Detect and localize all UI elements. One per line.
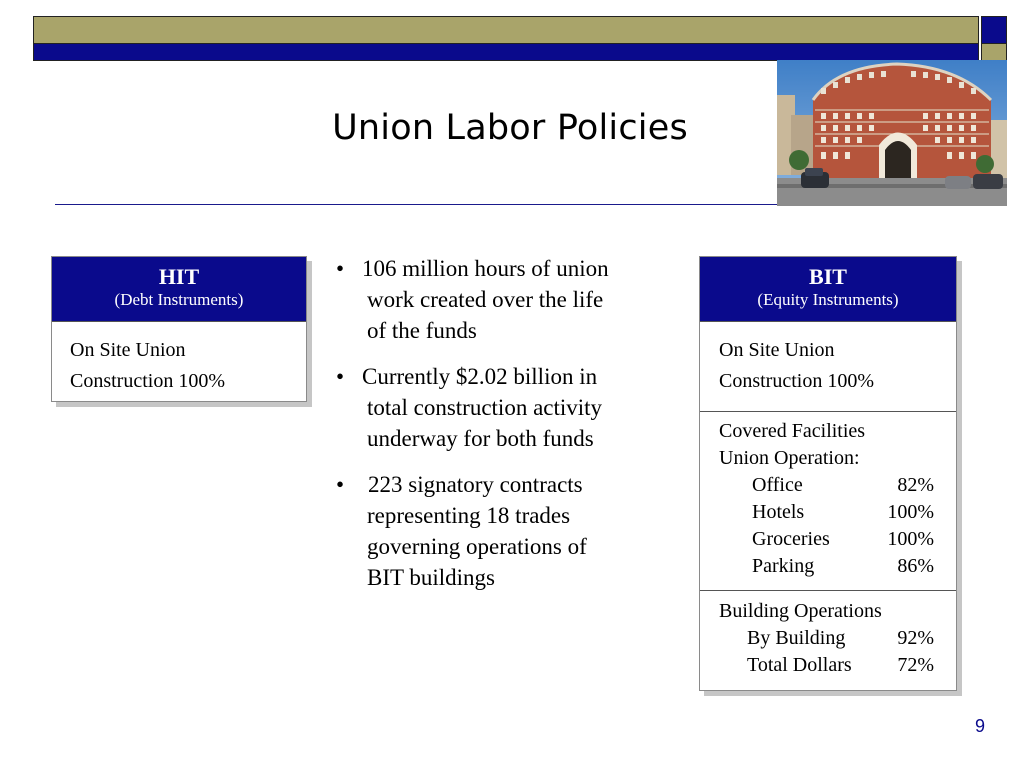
bullet-item	[336, 361, 681, 454]
operations-value: 72%	[897, 654, 934, 676]
corner-square-olive	[981, 43, 1007, 61]
hit-line-1: On Site Union	[70, 339, 186, 361]
bullet-marker: •	[336, 472, 345, 497]
facility-value: 86%	[897, 555, 934, 577]
bit-title: BIT	[809, 264, 847, 289]
top-band-blue	[33, 43, 979, 61]
bit-section-facilities	[700, 411, 956, 590]
facility-row	[719, 526, 956, 553]
bullet-item	[336, 253, 681, 346]
slide-title: Union Labor Policies	[332, 108, 688, 148]
top-band-olive	[33, 16, 979, 44]
bit-section-construction	[700, 321, 956, 411]
bit-box-header	[700, 257, 956, 321]
hit-box-body	[52, 321, 306, 397]
hit-box	[51, 256, 307, 402]
hit-box-header	[52, 257, 306, 321]
facility-value: 100%	[887, 501, 934, 523]
facility-row	[719, 499, 956, 526]
building-photo	[777, 60, 1007, 206]
facility-row	[719, 472, 956, 499]
facility-label: Parking	[752, 555, 815, 577]
hit-title: HIT	[158, 264, 200, 289]
bullet-line: work created over the life	[367, 287, 604, 312]
bullet-marker: •	[336, 364, 345, 389]
bullet-line: BIT buildings	[367, 565, 496, 590]
hit-line-2: Construction 100%	[70, 370, 225, 392]
facility-value: 82%	[897, 474, 934, 496]
facility-value: 100%	[887, 528, 934, 550]
corner-square-blue	[981, 16, 1007, 44]
bit-section-building-ops	[700, 590, 956, 679]
operations-label: By Building	[747, 627, 846, 649]
bullet-line: underway for both funds	[367, 426, 594, 451]
bullet-line: of the funds	[367, 318, 477, 343]
operations-value: 92%	[897, 627, 934, 649]
facility-label: Hotels	[752, 501, 805, 523]
page-number: 9	[975, 716, 986, 736]
bullet-line: 106 million hours of union	[362, 256, 609, 281]
bullet-line: total construction activity	[367, 395, 603, 420]
bit-s2-line-1: Covered Facilities	[719, 420, 866, 442]
bullet-line: 223 signatory contracts	[368, 472, 583, 497]
facility-row	[719, 553, 956, 580]
bit-s2-line-2: Union Operation:	[719, 447, 860, 469]
facility-label: Groceries	[752, 528, 830, 550]
operations-row	[719, 625, 956, 652]
hit-subtitle: (Debt Instruments)	[114, 290, 244, 309]
operations-label: Total Dollars	[747, 654, 852, 676]
bit-box	[699, 256, 957, 691]
bullet-line: Currently $2.02 billion in	[362, 364, 598, 389]
bullet-item	[336, 469, 681, 593]
bullet-marker: •	[336, 256, 345, 281]
bit-s1-line-1: On Site Union	[719, 339, 835, 361]
bullet-line: governing operations of	[367, 534, 587, 559]
bit-subtitle: (Equity Instruments)	[757, 290, 899, 309]
bullet-line: representing 18 trades	[367, 503, 571, 528]
bit-s1-line-2: Construction 100%	[719, 370, 874, 392]
operations-row	[719, 652, 956, 679]
bullet-list	[336, 253, 681, 608]
facility-label: Office	[752, 474, 803, 496]
bit-s3-line-1: Building Operations	[719, 600, 882, 622]
